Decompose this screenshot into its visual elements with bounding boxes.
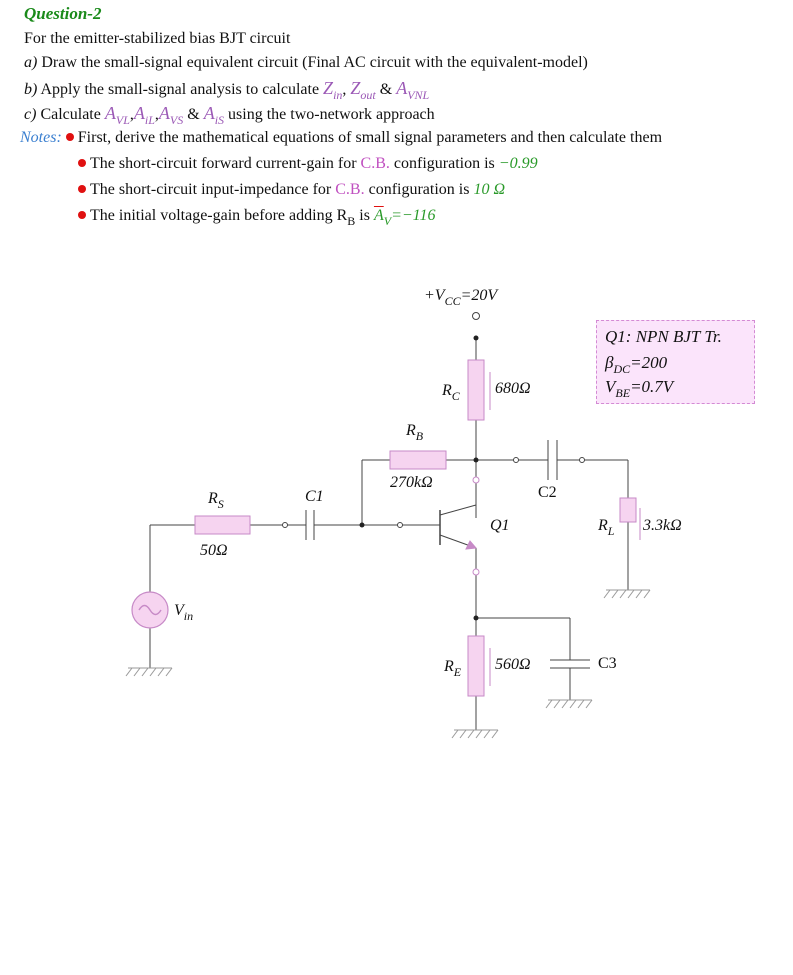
- config-cb: C.B.: [360, 155, 390, 172]
- ail-symbol: $A_{iL}$: [133, 103, 155, 127]
- vcc-label: $+V_{CC}=20V$: [424, 287, 498, 308]
- zout-symbol: $Z_{out}$: [350, 78, 376, 102]
- notes-line-3: The short-circuit input-impedance for C.B. configuration is 10 Ω: [74, 181, 505, 199]
- c2-label: C2: [538, 484, 557, 501]
- voltage-gain-value: $\overline{A}_V=-116$: [373, 207, 436, 228]
- zin-symbol: $Z_{in}$: [323, 78, 343, 102]
- rs-value: 50Ω: [200, 542, 228, 559]
- avnl-symbol: $A_{VNL}$: [396, 78, 430, 102]
- part-b-text: Apply the small-signal analysis to calculate: [40, 81, 320, 98]
- part-b-label: b): [24, 81, 38, 98]
- info-transistor-type: Q1: NPN BJT Tr.: [605, 327, 722, 346]
- info-vbe: $V_{BE}=0.7V$: [605, 377, 674, 400]
- rc-value: 680Ω: [495, 380, 531, 397]
- c3-label: C3: [598, 655, 617, 672]
- question-intro: For the emitter-stabilized bias BJT circuit: [24, 30, 291, 47]
- part-c-text: Calculate: [40, 106, 101, 123]
- rc-resistor: [468, 360, 484, 420]
- q1-label: Q1: [490, 517, 510, 534]
- current-gain-value: −0.99: [498, 155, 538, 172]
- avl-symbol: $A_{VL}$: [104, 103, 130, 127]
- rb-label: $R_B$: [406, 422, 424, 443]
- c1-label: C1: [305, 488, 324, 505]
- ground-icon: [126, 590, 650, 738]
- vin-label: $V_{in}$: [174, 602, 194, 623]
- rs-resistor: [195, 516, 250, 534]
- part-b-amp: &: [379, 81, 393, 98]
- note-1-text: First, derive the mathematical equations of small signal parameters and then calculate them: [77, 129, 663, 146]
- rl-resistor: [620, 498, 636, 522]
- part-c-label: c): [24, 106, 37, 123]
- rs-label: $R_S$: [208, 490, 224, 511]
- part-c-amp: &: [187, 106, 200, 123]
- notes-line-2: The short-circuit forward current-gain for C.B. configuration is −0.99: [74, 155, 538, 173]
- part-b: b) Apply the small-signal analysis to calculate $Z_{in}$, $Z_{out}$ & $A_{VNL}$: [24, 78, 430, 102]
- rb-value: 270kΩ: [390, 474, 433, 491]
- ais-symbol: $A_{iS}$: [203, 103, 225, 127]
- rl-value: 3.3kΩ: [643, 517, 682, 534]
- config-cb: C.B.: [335, 181, 365, 198]
- notes-label: Notes:: [20, 129, 62, 146]
- part-a-text: Draw the small-signal equivalent circuit (Final AC circuit with the equivalent-model): [41, 54, 588, 71]
- part-c: c) Calculate $A_{VL},A_{iL},A_{VS}$ & $A_{iS}$ using the two-network approach: [24, 103, 435, 127]
- transistor-info-box: [596, 320, 755, 404]
- re-value: 560Ω: [495, 656, 531, 673]
- emitter-arrow: [466, 541, 476, 549]
- part-a-label: a): [24, 54, 38, 71]
- info-beta: $\beta_{DC}=200$: [605, 353, 668, 376]
- re-resistor: [468, 636, 484, 696]
- rl-label: $R_L$: [598, 517, 615, 538]
- rb-resistor: [390, 451, 446, 469]
- avs-symbol: $A_{VS}$: [158, 103, 184, 127]
- question-title: Question-2: [24, 4, 102, 23]
- rc-label: $R_C$: [442, 382, 460, 403]
- vcc-terminal: [473, 313, 480, 320]
- part-c-tail: using the two-network approach: [228, 106, 435, 123]
- notes-line-4: The initial voltage-gain before adding $R_B$ is $\overline{A}_V=-116$: [74, 207, 435, 229]
- input-impedance-value: 10 Ω: [473, 181, 506, 198]
- re-label: $R_E$: [444, 658, 462, 679]
